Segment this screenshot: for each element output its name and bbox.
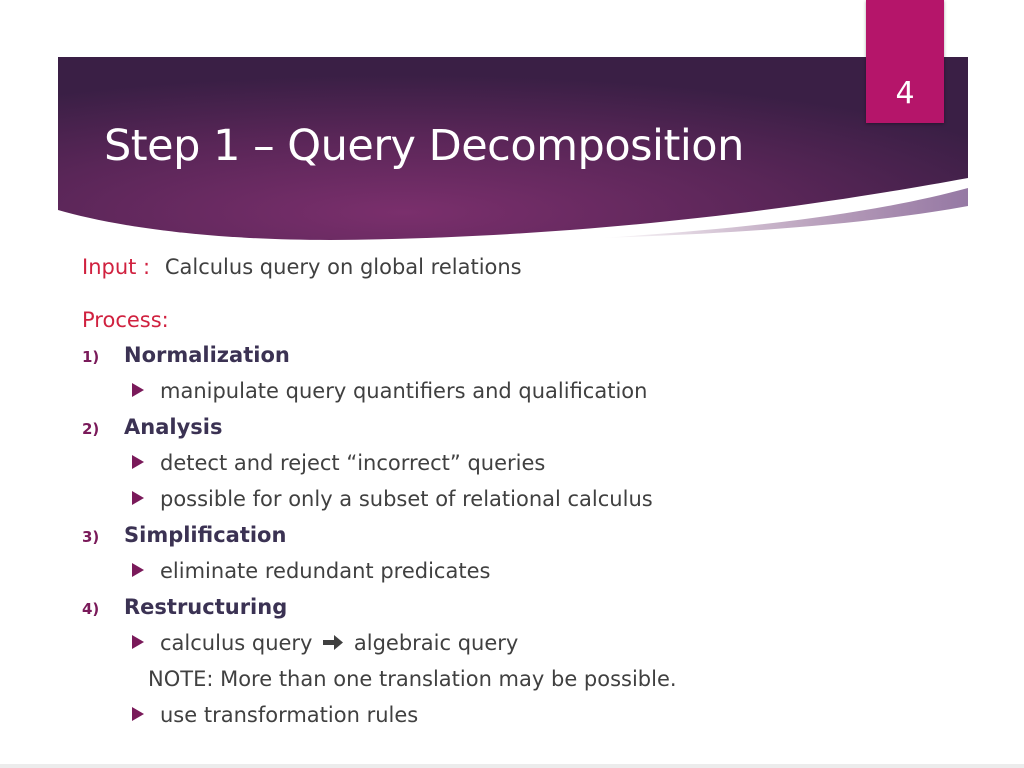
- bullet-text: use transformation rules: [160, 703, 419, 727]
- step-number: 2): [82, 420, 100, 438]
- bullet-triangle-icon: [132, 635, 144, 649]
- note-text: NOTE: More than one translation may be possible.: [148, 667, 677, 691]
- input-text: Calculus query on global relations: [164, 255, 522, 279]
- bullet-triangle-icon: [132, 383, 144, 397]
- bottom-divider: [0, 764, 1024, 768]
- arrow-right-icon: [323, 634, 343, 651]
- bullet-text-from: calculus query: [160, 631, 313, 655]
- bullet-text: possible for only a subset of relational calculus: [160, 487, 653, 511]
- step-number: 1): [82, 348, 100, 366]
- page-number: 4: [895, 76, 915, 111]
- bullet-triangle-icon: [132, 455, 144, 469]
- bullet-triangle-icon: [132, 563, 144, 577]
- bullet-triangle-icon: [132, 491, 144, 505]
- bullet-text: manipulate query quantifiers and qualification: [160, 379, 648, 403]
- step-number: 4): [82, 600, 100, 618]
- page-number-badge: [866, 0, 944, 123]
- step-heading-normalization: Normalization: [124, 343, 290, 367]
- step-heading-analysis: Analysis: [124, 415, 223, 439]
- bullet-text-to: algebraic query: [353, 631, 519, 655]
- input-label: Input :: [82, 255, 151, 279]
- step-number: 3): [82, 528, 100, 546]
- step-heading-restructuring: Restructuring: [124, 595, 288, 619]
- slide-title: Step 1 – Query Decomposition: [104, 121, 744, 171]
- bullet-text: eliminate redundant predicates: [160, 559, 491, 583]
- step-heading-simplification: Simplification: [124, 523, 287, 547]
- bullet-text-translation: [160, 630, 518, 656]
- input-line: [82, 254, 522, 280]
- process-label: Process:: [82, 308, 169, 332]
- bullet-text: detect and reject “incorrect” queries: [160, 451, 546, 475]
- bullet-triangle-icon: [132, 707, 144, 721]
